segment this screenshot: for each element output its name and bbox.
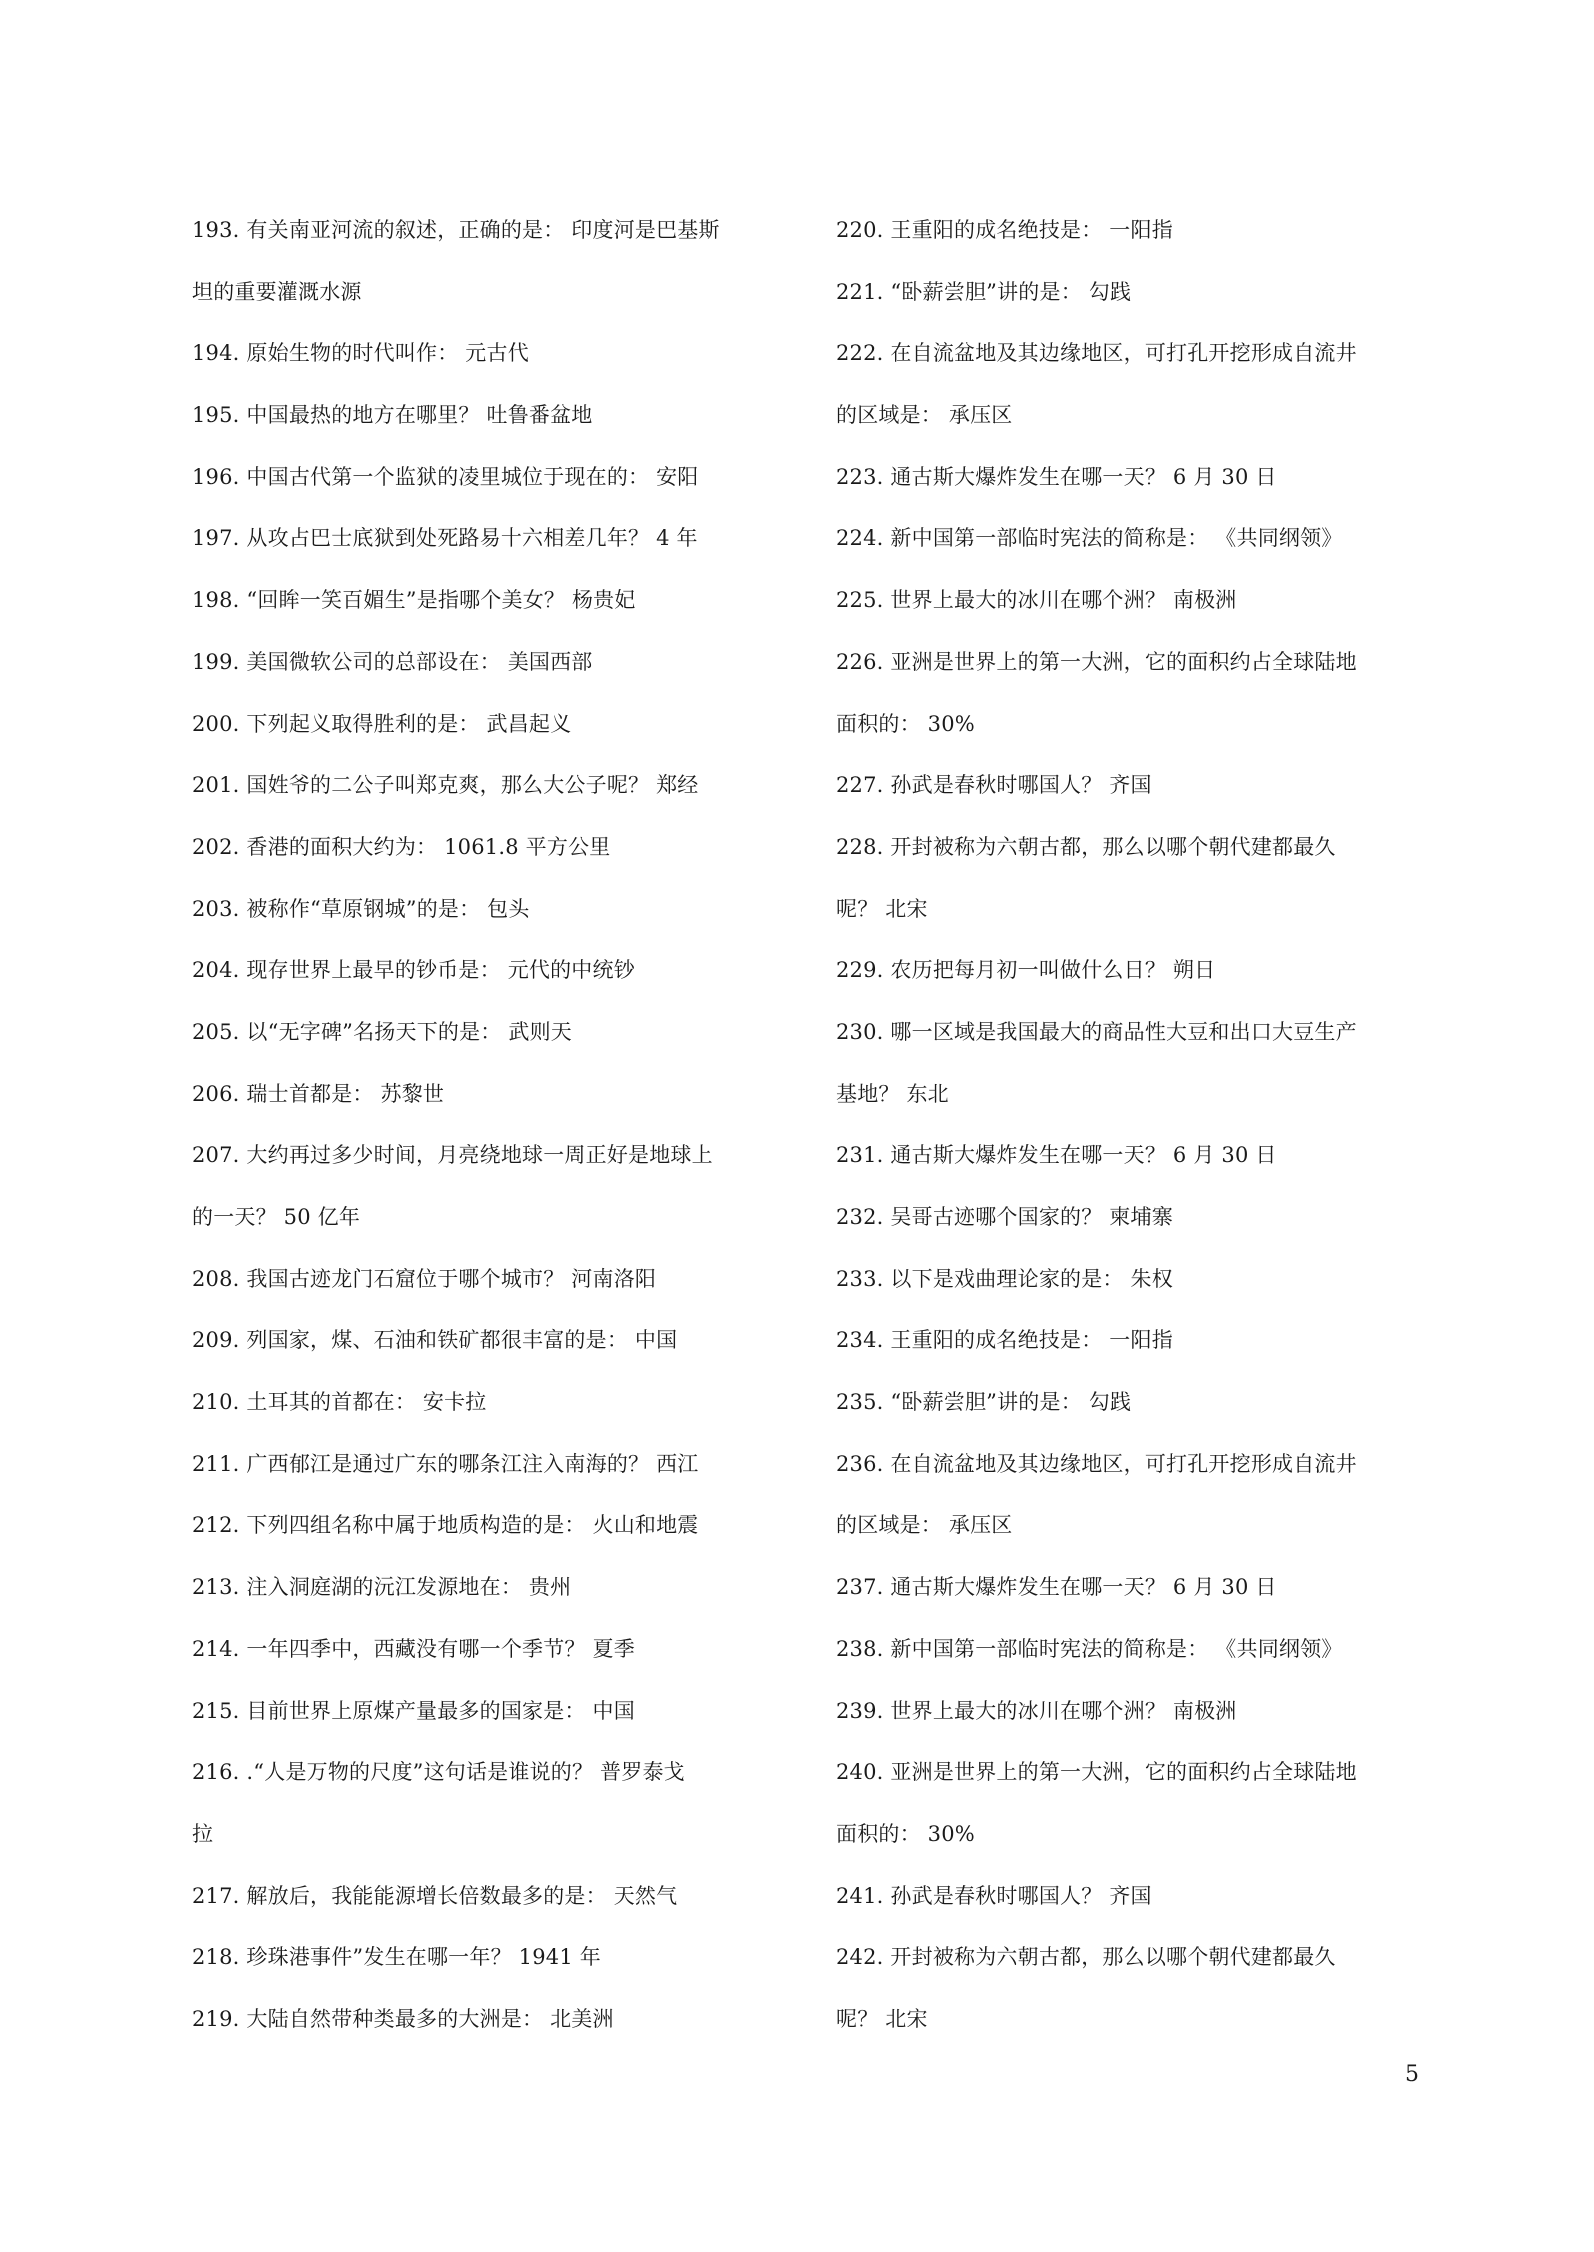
left-column-line: 207. 大约再过多少时间，月亮绕地球一周正好是地球上 — [192, 1143, 713, 1168]
left-column-line: 197. 从攻占巴士底狱到处死路易十六相差几年？ 4 年 — [192, 526, 698, 551]
right-column-line: 233. 以下是戏曲理论家的是： 朱权 — [836, 1266, 1173, 1291]
right-column-line: 229. 农历把每月初一叫做什么日？ 朔日 — [836, 958, 1216, 983]
left-column-line: 217. 解放后，我能能源增长倍数最多的是： 天然气 — [192, 1883, 678, 1908]
left-column-line: 195. 中国最热的地方在哪里？ 吐鲁番盆地 — [192, 403, 593, 428]
left-column-line: 坦的重要灌溉水源 — [192, 279, 362, 304]
right-column-line: 225. 世界上最大的冰川在哪个洲？ 南极洲 — [836, 588, 1237, 613]
right-column-line: 230. 哪一区域是我国最大的商品性大豆和出口大豆生产 — [836, 1019, 1357, 1044]
left-column-line: 210. 土耳其的首都在： 安卡拉 — [192, 1390, 487, 1415]
left-column-line: 204. 现存世界上最早的钞币是： 元代的中统钞 — [192, 958, 635, 983]
left-column-line: 196. 中国古代第一个监狱的凌里城位于现在的： 安阳 — [192, 464, 699, 489]
left-column-line: 201. 国姓爷的二公子叫郑克爽，那么大公子呢？ 郑经 — [192, 773, 699, 798]
left-column-line: 216. .“人是万物的尺度”这句话是谁说的？ 普罗泰戈 — [192, 1760, 685, 1785]
left-column-line: 194. 原始生物的时代叫作： 元古代 — [192, 341, 529, 366]
right-column-line: 227. 孙武是春秋时哪国人？ 齐国 — [836, 773, 1152, 798]
right-column-line: 237. 通古斯大爆炸发生在哪一天？ 6 月 30 日 — [836, 1575, 1277, 1600]
right-column-line: 222. 在自流盆地及其边缘地区，可打孔开挖形成自流井 — [836, 341, 1357, 366]
right-column-line: 234. 王重阳的成名绝技是： 一阳指 — [836, 1328, 1173, 1353]
left-column-line: 206. 瑞士首都是： 苏黎世 — [192, 1081, 445, 1106]
right-column-line: 221. “卧薪尝胆”讲的是： 勾践 — [836, 279, 1132, 304]
right-column-line: 呢？ 北宋 — [836, 896, 928, 921]
left-column-line: 199. 美国微软公司的总部设在： 美国西部 — [192, 649, 593, 674]
right-column-line: 223. 通古斯大爆炸发生在哪一天？ 6 月 30 日 — [836, 464, 1277, 489]
left-column-line: 的一天？ 50 亿年 — [192, 1205, 361, 1229]
left-column — [192, 200, 792, 2051]
left-column-line: 213. 注入洞庭湖的沅江发源地在： 贵州 — [192, 1575, 572, 1600]
left-column-line: 193. 有关南亚河流的叙述，正确的是： 印度河是巴基斯 — [192, 218, 720, 242]
left-column-line: 218. 珍珠港事件”发生在哪一年？ 1941 年 — [192, 1945, 601, 1970]
right-column-line: 238. 新中国第一部临时宪法的简称是： 《共同纲领》 — [836, 1636, 1343, 1661]
left-column-line: 209. 列国家，煤、石油和铁矿都很丰富的是： 中国 — [192, 1328, 678, 1353]
right-column-line: 面积的： 30% — [836, 711, 975, 736]
left-column-line: 202. 香港的面积大约为： 1061.8 平方公里 — [192, 834, 611, 859]
right-column-line: 239. 世界上最大的冰川在哪个洲？ 南极洲 — [836, 1698, 1237, 1723]
right-column-line: 236. 在自流盆地及其边缘地区，可打孔开挖形成自流井 — [836, 1451, 1357, 1476]
left-column-line: 203. 被称作“草原钢城”的是： 包头 — [192, 896, 530, 921]
left-column-line: 205. 以“无字碑”名扬天下的是： 武则天 — [192, 1019, 572, 1044]
right-column-line: 呢？ 北宋 — [836, 2006, 928, 2031]
right-column-line: 226. 亚洲是世界上的第一大洲，它的面积约占全球陆地 — [836, 649, 1357, 674]
right-column-line: 的区域是： 承压区 — [836, 403, 1013, 428]
right-column-line: 242. 开封被称为六朝古都，那么以哪个朝代建都最久 — [836, 1945, 1336, 1970]
right-column — [836, 200, 1436, 2051]
left-column-line: 198. “回眸一笑百媚生”是指哪个美女？ 杨贵妃 — [192, 588, 636, 613]
left-column-line: 拉 — [192, 1821, 214, 1846]
left-column-line: 215. 目前世界上原煤产量最多的国家是： 中国 — [192, 1698, 635, 1723]
right-column-line: 220. 王重阳的成名绝技是： 一阳指 — [836, 218, 1173, 242]
right-column-line: 224. 新中国第一部临时宪法的简称是： 《共同纲领》 — [836, 526, 1343, 551]
right-column-line: 241. 孙武是春秋时哪国人？ 齐国 — [836, 1883, 1152, 1908]
right-column-line: 基地？ 东北 — [836, 1081, 949, 1106]
right-column-line: 232. 吴哥古迹哪个国家的？ 柬埔寨 — [836, 1205, 1173, 1229]
page-number: 5 — [1405, 2062, 1419, 2087]
right-column-line: 231. 通古斯大爆炸发生在哪一天？ 6 月 30 日 — [836, 1143, 1277, 1168]
left-column-line: 211. 广西郁江是通过广东的哪条江注入南海的？ 西江 — [192, 1451, 699, 1476]
right-column-line: 235. “卧薪尝胆”讲的是： 勾践 — [836, 1390, 1132, 1415]
right-column-line: 的区域是： 承压区 — [836, 1513, 1013, 1538]
left-column-line: 219. 大陆自然带种类最多的大洲是： 北美洲 — [192, 2006, 614, 2031]
right-column-line: 228. 开封被称为六朝古都，那么以哪个朝代建都最久 — [836, 834, 1336, 859]
left-column-line: 212. 下列四组名称中属于地质构造的是： 火山和地震 — [192, 1513, 699, 1538]
right-column-line: 240. 亚洲是世界上的第一大洲，它的面积约占全球陆地 — [836, 1760, 1357, 1785]
left-column-line: 214. 一年四季中，西藏没有哪一个季节？ 夏季 — [192, 1636, 635, 1661]
right-column-line: 面积的： 30% — [836, 1821, 975, 1846]
left-column-line: 208. 我国古迹龙门石窟位于哪个城市？ 河南洛阳 — [192, 1266, 657, 1291]
left-column-line: 200. 下列起义取得胜利的是： 武昌起义 — [192, 711, 572, 736]
